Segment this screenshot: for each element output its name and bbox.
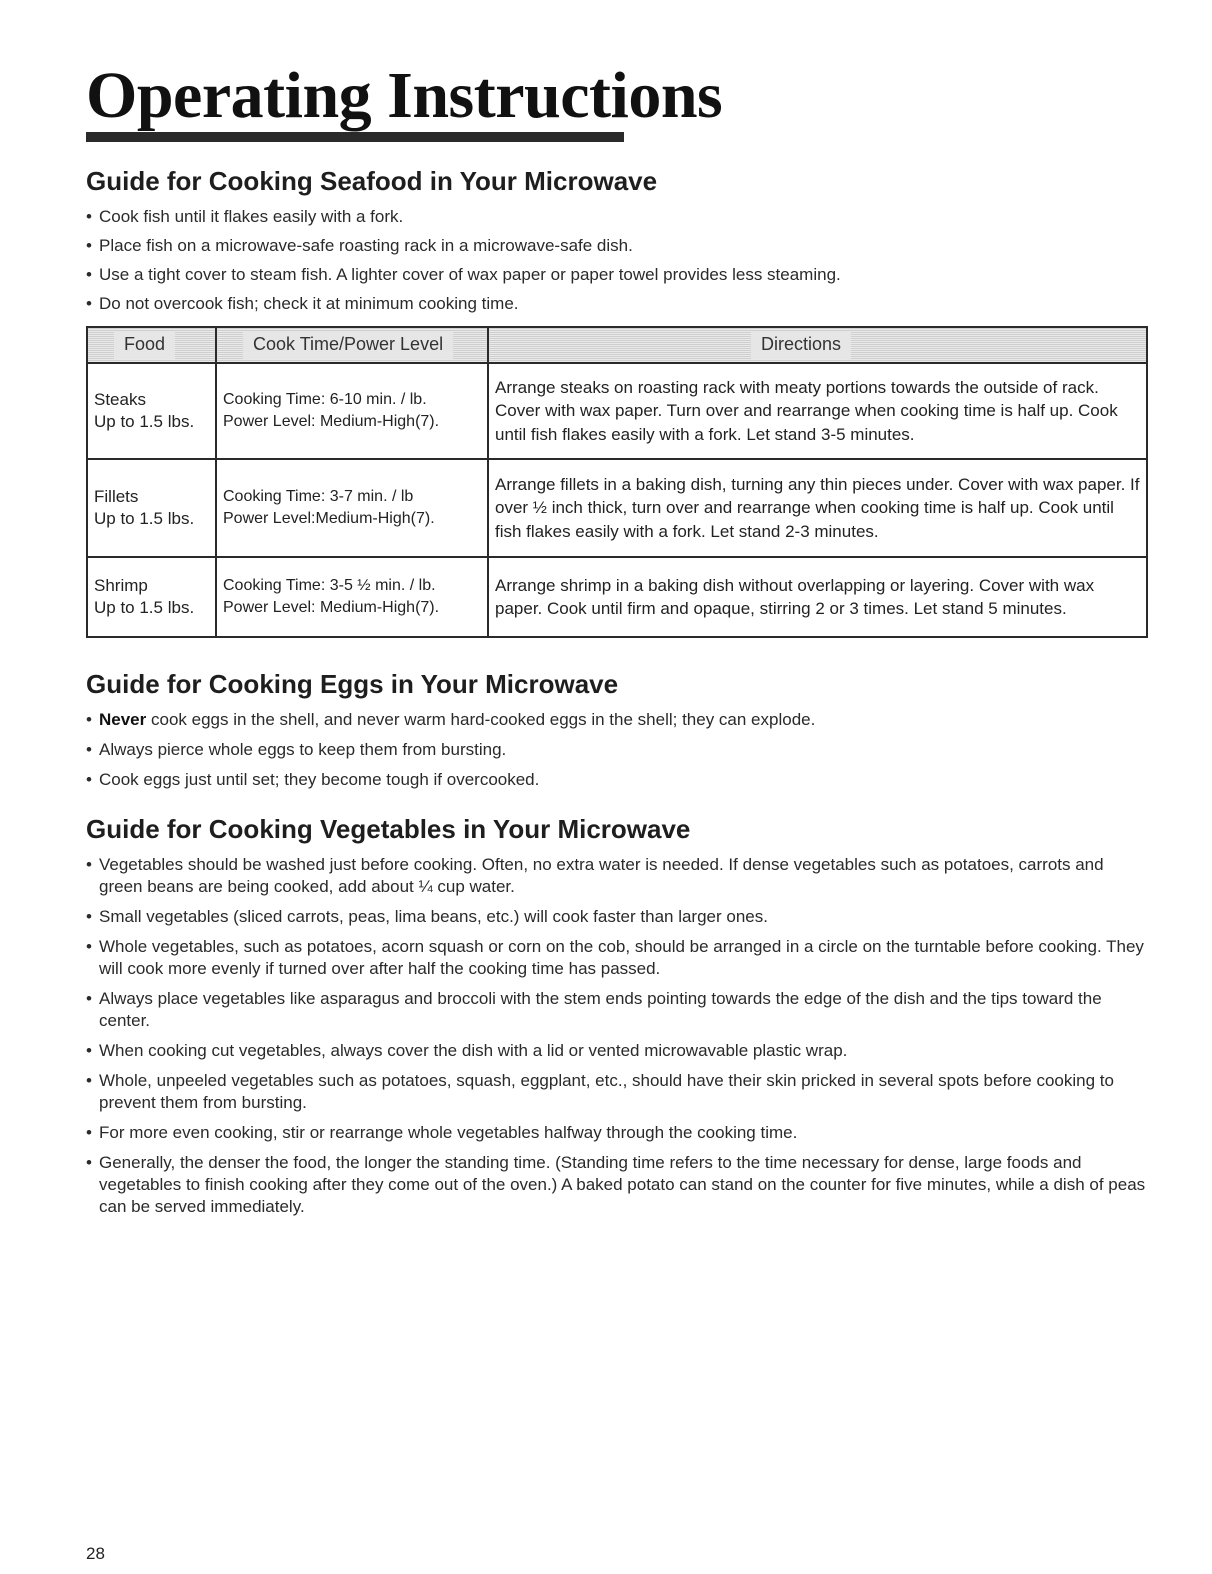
food-cell xyxy=(87,363,216,459)
food-name: Shrimp xyxy=(94,576,148,595)
list-item: • Place fish on a microwave-safe roasting rack in a microwave-safe dish. xyxy=(86,235,1156,257)
food-cell xyxy=(87,557,216,637)
directions-cell: Arrange steaks on roasting rack with meaty portions towards the outside of rack. Cover with wax paper. Turn over and rearrange when cooking time is half up. Cook until fish flakes easily with a fork. Let stand 3-5 minutes. xyxy=(488,363,1147,459)
list-item-text: cook eggs in the shell, and never warm hard-cooked eggs in the shell; they can explode. xyxy=(146,710,816,729)
eggs-heading: Guide for Cooking Eggs in Your Microwave xyxy=(86,669,619,699)
list-item: • Use a tight cover to steam fish. A lighter cover of wax paper or paper towel provides less steaming. xyxy=(86,264,1156,286)
list-item: • Small vegetables (sliced carrots, peas, lima beans, etc.) will cook faster than larger ones. xyxy=(86,906,1151,928)
eggs-tips-list xyxy=(86,709,1156,799)
list-item xyxy=(86,709,1156,731)
list-item: • Do not overcook fish; check it at minimum cooking time. xyxy=(86,293,1156,315)
header-food xyxy=(87,327,216,363)
header-cook-time-label: Cook Time/Power Level xyxy=(243,331,453,359)
seafood-heading: Guide for Cooking Seafood in Your Microwave xyxy=(86,166,658,196)
header-directions xyxy=(488,327,1147,363)
header-directions-label: Directions xyxy=(751,331,851,359)
food-weight: Up to 1.5 lbs. xyxy=(94,509,195,528)
header-cook-time xyxy=(216,327,488,363)
food-weight: Up to 1.5 lbs. xyxy=(94,412,195,431)
cook-time-cell xyxy=(216,557,488,637)
directions-cell: Arrange fillets in a baking dish, turning any thin pieces under. Cover with wax paper. If over ½ inch thick, turn over and rearrange when cooking time is half up. Cook until fish flakes easily with a fork. Let stand 2-3 minutes. xyxy=(488,459,1147,557)
cook-time-cell xyxy=(216,363,488,459)
list-item: • Always pierce whole eggs to keep them from bursting. xyxy=(86,739,1156,761)
table-header-row xyxy=(87,327,1147,363)
list-item: • Whole, unpeeled vegetables such as potatoes, squash, eggplant, etc., should have their skin pricked in several spots before cooking to prevent them from bursting. xyxy=(86,1070,1151,1114)
list-item: • For more even cooking, stir or rearrange whole vegetables halfway through the cooking time. xyxy=(86,1122,1151,1144)
list-item: • Always place vegetables like asparagus and broccoli with the stem ends pointing towards the edge of the dish and the tips toward the center. xyxy=(86,988,1151,1032)
list-item: • Vegetables should be washed just before cooking. Often, no extra water is needed. If dense vegetables such as potatoes, carrots and green beans are being cooked, add about ¼ cup water. xyxy=(86,854,1151,898)
page-title: Operating Instructions xyxy=(86,59,723,132)
food-name: Steaks xyxy=(94,390,146,409)
page-number: 28 xyxy=(86,1544,105,1563)
cook-time-cell xyxy=(216,459,488,557)
header-food-label: Food xyxy=(114,331,175,359)
title-underline-bar xyxy=(86,132,624,142)
cooking-time: Cooking Time: 6-10 min. / lb. xyxy=(223,391,427,408)
cooking-time: Cooking Time: 3-7 min. / lb xyxy=(223,488,414,505)
table-row xyxy=(87,557,1147,637)
power-level: Power Level: Medium-High(7). xyxy=(223,413,440,430)
cooking-time: Cooking Time: 3-5 ½ min. / lb. xyxy=(223,577,436,594)
list-item: • Cook fish until it flakes easily with a fork. xyxy=(86,206,1156,228)
power-level: Power Level:Medium-High(7). xyxy=(223,510,435,527)
food-weight: Up to 1.5 lbs. xyxy=(94,598,195,617)
never-emphasis: Never xyxy=(99,710,147,729)
list-item: • Cook eggs just until set; they become tough if overcooked. xyxy=(86,769,1156,791)
seafood-tips-list xyxy=(86,206,1156,322)
table-row xyxy=(87,363,1147,459)
food-name: Fillets xyxy=(94,487,139,506)
list-item: • Generally, the denser the food, the longer the standing time. (Standing time refers to the time necessary for dense, large foods and vegetables to finish cooking after they come out of the oven.) A baked potato can stand on the counter for five minutes, while a dish of peas can be served immediately. xyxy=(86,1152,1151,1218)
directions-cell: Arrange shrimp in a baking dish without overlapping or layering. Cover with wax paper. Cook until firm and opaque, stirring 2 or 3 times. Let stand 5 minutes. xyxy=(488,557,1147,637)
list-item: • Whole vegetables, such as potatoes, acorn squash or corn on the cob, should be arranged in a circle on the turntable before cooking. They will cook more evenly if turned over after half the cooking time has passed. xyxy=(86,936,1151,980)
food-cell xyxy=(87,459,216,557)
table-row xyxy=(87,459,1147,557)
power-level: Power Level: Medium-High(7). xyxy=(223,599,440,616)
list-item: • When cooking cut vegetables, always cover the dish with a lid or vented microwavable plastic wrap. xyxy=(86,1040,1151,1062)
vegetables-tips-list xyxy=(86,854,1151,1226)
seafood-table xyxy=(86,326,1148,638)
vegetables-heading: Guide for Cooking Vegetables in Your Microwave xyxy=(86,814,691,844)
